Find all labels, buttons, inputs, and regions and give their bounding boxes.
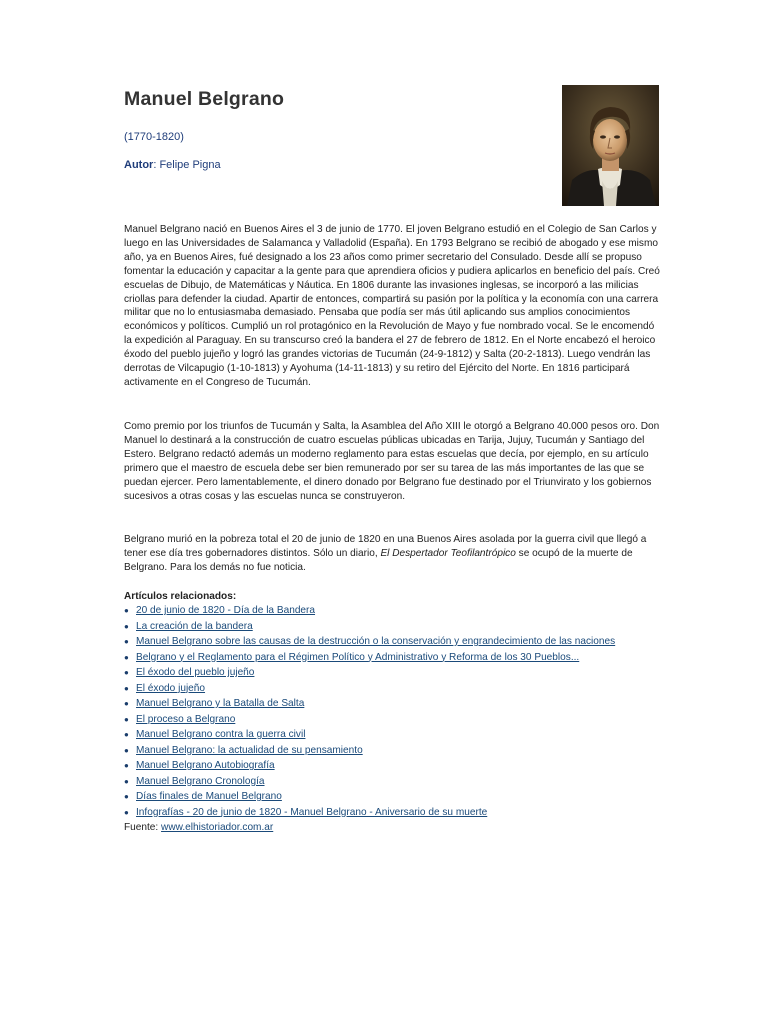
newspaper-title: El Despertador Teofilantrópico (380, 547, 516, 559)
bullet-icon: ● (124, 637, 129, 646)
list-item (124, 712, 684, 728)
paragraph-death (124, 533, 660, 575)
list-item (124, 665, 684, 681)
portrait-image (562, 85, 659, 206)
bullet-icon: ● (124, 792, 129, 801)
bullet-icon: ● (124, 761, 129, 770)
related-link[interactable]: Infografías - 20 de junio de 1820 - Manuel Belgrano - Aniversario de su muerte (136, 806, 488, 818)
list-item (124, 634, 684, 650)
related-link[interactable]: El proceso a Belgrano (136, 713, 236, 725)
paragraph-biography: Manuel Belgrano nació en Buenos Aires el 3 de junio de 1770. El joven Belgrano estudió en el Colegio de San Carlos y luego en las Universidades de Salamanca y Valladolid (España). En 1793 Belgrano se recibió de abogado y ese mismo año, ya en Buenos Aires, fué designado a los 23 años como primer secretario del Consulado. Desde allí se propuso fomentar la educación y capacitar a la gente para que aprendiera oficios y pudiera aplicarlos en beneficio del país. Creó escuelas de Dibujo, de Matemáticas y Náutica. En 1806 durante las invasiones inglesas, se incorporó a las milicias criollas para defender la ciudad. Apartir de entonces, compartirá su pasión por la política y la economía con una carrera militar que no lo entusiasmaba demasiado. Pensaba que podía ser más útil aplicando sus amplios conocimientos económicos y políticos. Cumplió un rol protagónico en la Revolución de Mayo y fue nombrado vocal. Se le encomendó la expedición al Paraguay. En su transcurso creó la bandera el 27 de febrero de 1812. En el Norte encabezó el heroico éxodo del pueblo jujeño y logró las grandes victorias de Tucumán (24-9-1812) y Salta (20-2-1813). Luego vendrán las derrotas de Vilcapugio (1-10-1813) y Ayohuma (14-11-1813) y su retiro del Ejército del Norte. En 1816 participará activamente en el Congreso de Tucumán. (124, 224, 660, 388)
bullet-icon: ● (124, 807, 129, 817)
bullet-icon: ● (124, 606, 129, 615)
related-articles-list (124, 603, 684, 820)
list-item (124, 603, 684, 619)
related-link[interactable]: El éxodo del pueblo jujeño (136, 667, 255, 678)
related-link[interactable]: La creación de la bandera (136, 620, 253, 632)
related-link[interactable]: Días finales de Manuel Belgrano (136, 791, 282, 802)
list-item (124, 805, 684, 821)
related-link[interactable]: Manuel Belgrano y la Batalla de Salta (136, 698, 305, 709)
paragraph-schools: Como premio por los triunfos de Tucumán y Salta, la Asamblea del Año XIII le otorgó a Belgrano 40.000 pesos oro. Don Manuel lo destinará a la construcción de cuatro escuelas públicas ubicadas en Tarija, Jujuy, Tucumán y Santiago del Estero. Belgrano redactó además un moderno reglamento para estas escuelas que decía, por ejemplo, en su artículo primero que el maestro de escuela debe ser bien remunerado por ser su tarea de las más importantes de las que se puedan ejercer. Pero lamentablemente, el dinero donado por Belgrano fue destinado por el Triunvirato y los gobiernos sucesivos a otras cosas y las escuelas nunca se construyeron. (124, 421, 660, 502)
related-link[interactable]: Manuel Belgrano Cronología (136, 775, 265, 787)
related-link[interactable]: Manuel Belgrano Autobiografía (136, 760, 275, 771)
life-dates: (1770-1820) (124, 131, 184, 143)
related-link[interactable]: El éxodo jujeño (136, 682, 206, 694)
author-name: : Felipe Pigna (153, 159, 221, 171)
source-label: Fuente: (124, 822, 162, 833)
list-item (124, 789, 684, 805)
related-link[interactable]: 20 de junio de 1820 - Día de la Bandera (136, 605, 316, 616)
paragraph-death-start: Belgrano murió en la pobreza total el 20 de junio de 1820 en una Buenos Aires asolada por la guerra civil que llegó a tener ese día tres gobernadores distintos. Sólo un diario, (124, 534, 647, 559)
related-link[interactable]: Belgrano y el Reglamento para el Régimen Político y Administrativo y Reforma de los 30 Pueblos... (136, 651, 580, 663)
paragraph-death-end: se ocupó de la muerte de Belgrano. Para los demás no fue noticia. (124, 547, 633, 573)
list-item (124, 619, 684, 635)
bullet-icon: ● (124, 730, 129, 739)
related-link[interactable]: Manuel Belgrano: la actualidad de su pensamiento (136, 744, 363, 756)
list-item (124, 696, 684, 712)
portrait-icon (562, 85, 659, 206)
bullet-icon: ● (124, 621, 129, 631)
bullet-icon: ● (124, 714, 129, 724)
bullet-icon: ● (124, 745, 129, 755)
related-link[interactable]: Manuel Belgrano contra la guerra civil (136, 729, 306, 740)
list-item (124, 727, 684, 743)
list-item (124, 650, 684, 666)
related-articles (124, 591, 684, 835)
related-link[interactable]: Manuel Belgrano sobre las causas de la destrucción o la conservación y engrandecimiento de las naciones (136, 636, 616, 647)
bullet-icon: ● (124, 699, 129, 708)
list-item (124, 758, 684, 774)
source-link[interactable]: www.elhistoriador.com.ar (161, 822, 274, 833)
bullet-icon: ● (124, 683, 129, 693)
source-line (124, 820, 684, 835)
bullet-icon: ● (124, 652, 129, 662)
list-item (124, 774, 684, 790)
related-articles-title: Artículos relacionados: (124, 591, 237, 602)
list-item (124, 743, 684, 759)
page-title: Manuel Belgrano (124, 88, 285, 110)
author-label: Autor (124, 159, 154, 171)
bullet-icon: ● (124, 776, 129, 786)
bullet-icon: ● (124, 668, 129, 677)
list-item (124, 681, 684, 697)
